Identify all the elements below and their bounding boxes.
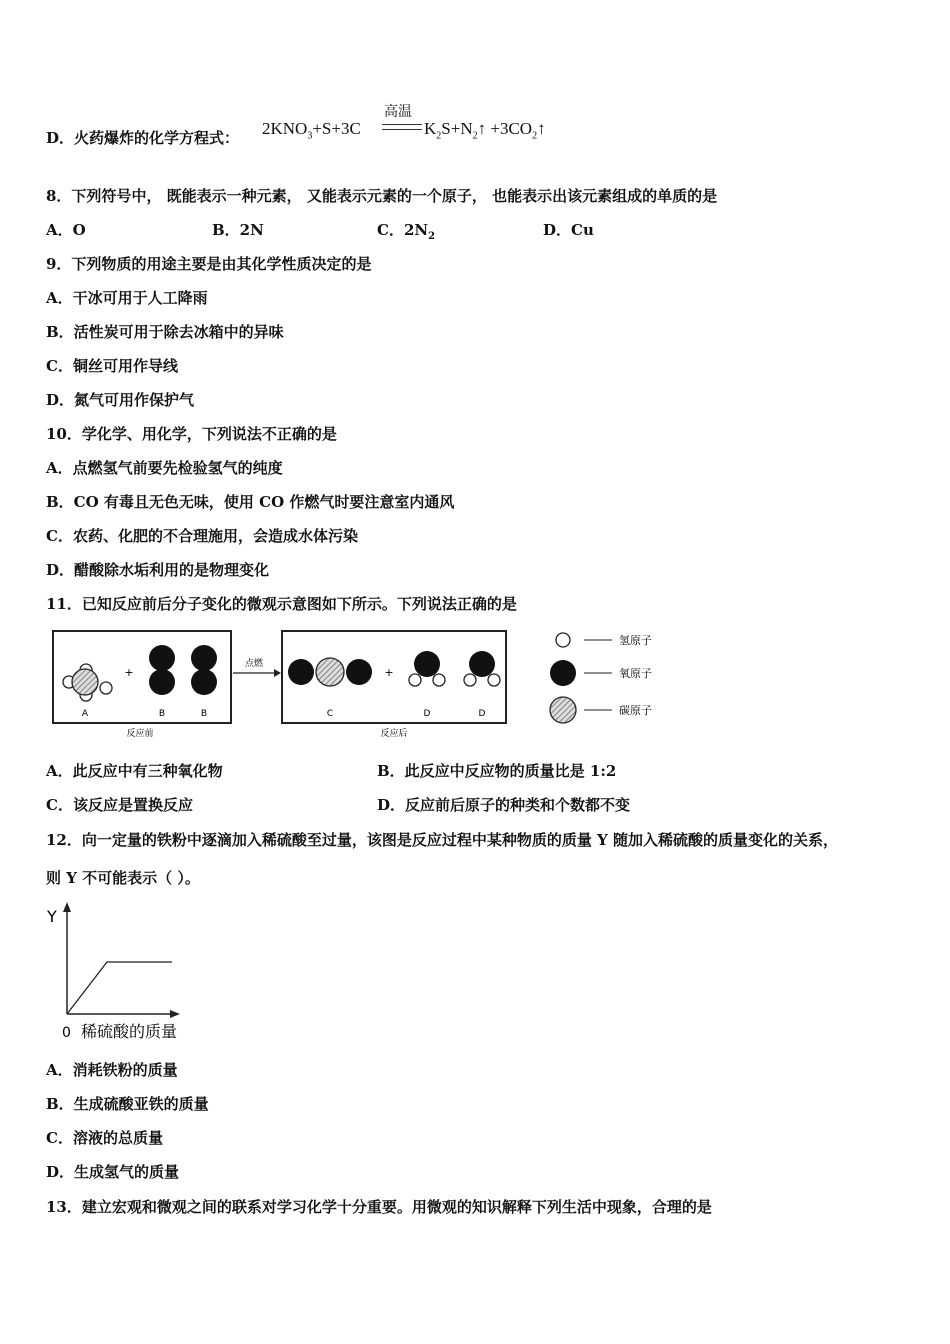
graph-curve: [67, 962, 172, 1014]
graph-origin: 0: [62, 1025, 71, 1041]
label-b-2: B: [200, 709, 208, 719]
q11-option-c: C．该反应是置换反应: [46, 796, 193, 814]
before-caption: 反应前: [126, 729, 154, 739]
q11-molecule-diagram: [46, 624, 686, 744]
after-caption: 反应后: [380, 729, 408, 739]
q12-stem-line1: 12．向一定量的铁粉中逐滴加入稀硫酸至过量，该图是反应过程中某种物质的质量 Y 随加入稀硫酸的质量变化的关系，: [46, 831, 839, 849]
reaction-arrow-head: [274, 669, 281, 677]
legend-oxygen-swatch: [550, 660, 576, 686]
q10-stem: 10．学化学、用化学，下列说法不正确的是: [46, 425, 337, 443]
legend-hydrogen: 氢原子: [619, 634, 652, 647]
q9-stem: 9．下列物质的用途主要是由其化学性质决定的是: [46, 255, 372, 273]
legend-hydrogen-swatch: [556, 633, 570, 647]
q11-option-d: D．反应前后原子的种类和个数都不变: [377, 796, 631, 814]
q11-option-a: A．此反应中有三种氧化物: [46, 762, 223, 780]
q7-option-d-label: D．火药爆炸的化学方程式：: [46, 129, 240, 147]
q8-option-b: B．2N: [212, 221, 264, 239]
q12-stem-line2: 则 Y 不可能表示（ ）。: [46, 869, 200, 887]
q9-option-d: D．氮气可用作保护气: [46, 391, 195, 409]
molecule-d-water-2: [464, 651, 500, 686]
q11-stem: 11．已知反应前后分子变化的微观示意图如下所示。下列说法正确的是: [46, 595, 517, 613]
molecule-d-water-1: [409, 651, 445, 686]
q10-option-c: C．农药、化肥的不合理施用，会造成水体污染: [46, 527, 358, 545]
q12-option-d: D．生成氢气的质量: [46, 1163, 180, 1181]
legend-carbon-swatch: [550, 697, 576, 723]
q8-stem: 8．下列符号中， 既能表示一种元素， 又能表示元素的一个原子， 也能表示出该元素组成的单质的是: [46, 187, 718, 205]
q13-stem: 13．建立宏观和微观之间的联系对学习化学十分重要。用微观的知识解释下列生活中现象，合理的是: [46, 1198, 712, 1216]
q7-reaction-condition: 高温: [384, 104, 412, 120]
q12-option-b: B．生成硫酸亚铁的质量: [46, 1095, 209, 1113]
q7-equation-products: $K_2S+N_2↑$ $+3CO_2↑$: [424, 119, 546, 142]
molecule-c-carbon-dioxide: [288, 658, 372, 686]
molecule-b-oxygen-1: [149, 645, 175, 695]
graph-x-label: 稀硫酸的质量: [81, 1022, 178, 1041]
q12-option-a: A．消耗铁粉的质量: [46, 1061, 178, 1079]
q10-option-b: B．CO 有毒且无色无味，使用 CO 作燃气时要注意室内通风: [46, 493, 455, 511]
q8-option-c: C．$2N_2$: [377, 221, 436, 242]
arrow-condition: 点燃: [244, 659, 264, 669]
q8-option-d: D．Cu: [543, 221, 594, 239]
q9-option-a: A．干冰可用于人工降雨: [46, 289, 208, 307]
q10-option-a: A．点燃氢气前要先检验氢气的纯度: [46, 459, 283, 477]
label-d-1: D: [423, 709, 431, 719]
q9-option-b: B．活性炭可用于除去冰箱中的异味: [46, 323, 284, 341]
legend-carbon: 碳原子: [619, 704, 652, 717]
q9-option-c: C．铜丝可用作导线: [46, 357, 178, 375]
legend-oxygen: 氧原子: [619, 667, 652, 680]
label-d-2: D: [478, 709, 486, 719]
q7-equals-bars: [382, 124, 422, 130]
label-c: C: [326, 709, 334, 719]
q11-option-b: B．此反应中反应物的质量比是 1:2: [377, 762, 617, 780]
graph-x-arrow: [170, 1010, 180, 1018]
plus-sign-1: +: [124, 666, 134, 679]
graph-y-label: Y: [47, 907, 57, 926]
molecule-b-oxygen-2: [191, 645, 217, 695]
q12-graph: [40, 898, 210, 1048]
label-a: A: [81, 709, 89, 719]
molecule-a-methane: [63, 664, 112, 701]
graph-y-arrow: [63, 902, 71, 912]
plus-sign-2: +: [384, 666, 394, 679]
q10-option-d: D．醋酸除水垢利用的是物理变化: [46, 561, 270, 579]
q7-equation: $2KNO_3+S+3C$: [262, 119, 361, 142]
q8-option-a: A．O: [46, 221, 86, 239]
label-b-1: B: [158, 709, 166, 719]
q12-option-c: C．溶液的总质量: [46, 1129, 163, 1147]
